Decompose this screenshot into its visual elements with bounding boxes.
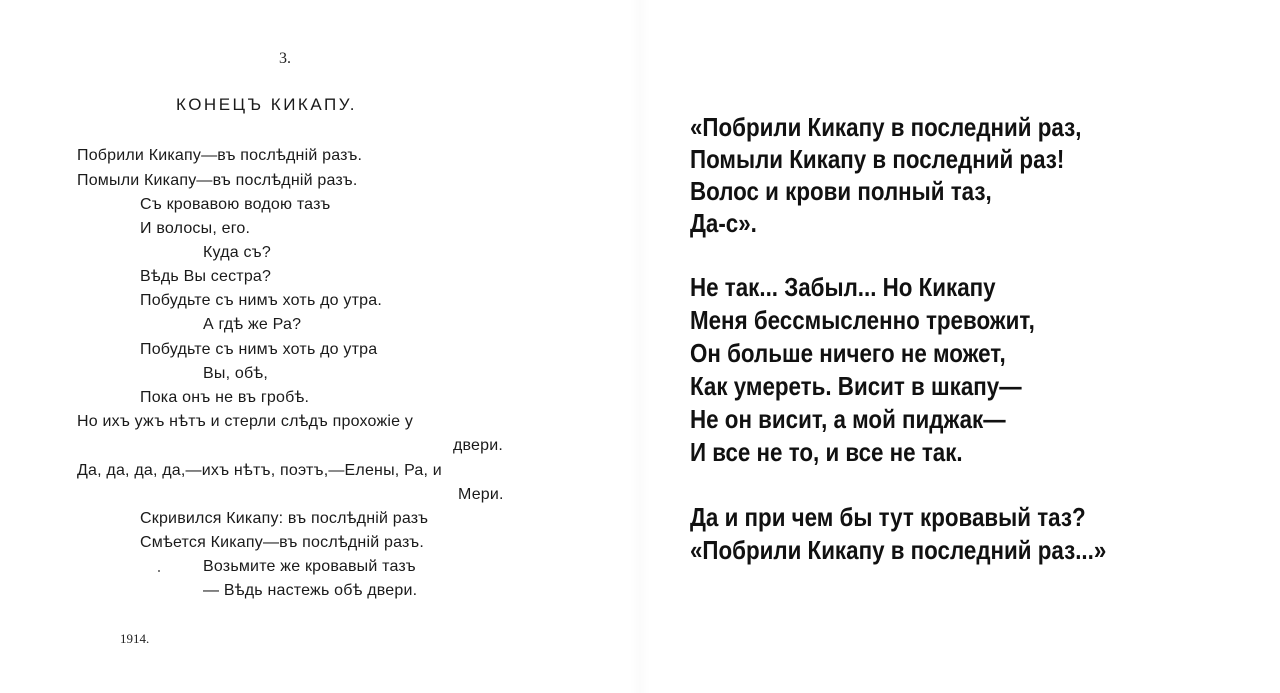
- poem-line-continuation: двери.: [453, 437, 504, 454]
- poem-line: И волосы, его.: [140, 220, 251, 237]
- stanza-1-line: «Побрили Кикапу в последний раз,: [690, 112, 1082, 142]
- poem-line: А гдѣ же Ра?: [203, 316, 302, 333]
- poem-line: Да, да, да, да,—ихъ нѣтъ, поэтъ,—Елены, Ра, и: [77, 462, 442, 479]
- stanza-1-line: Помыли Кикапу в последний раз!: [690, 144, 1065, 174]
- poem-line: Побрили Кикапу—въ послѣдній разъ.: [77, 147, 363, 164]
- right-page: [640, 0, 1280, 693]
- poem-line: Вѣдь Вы сестра?: [140, 268, 272, 285]
- poem-line: Вы, обѣ,: [203, 365, 268, 382]
- poem-line: Куда съ?: [203, 244, 271, 261]
- poem-line-continuation: Мери.: [458, 486, 504, 503]
- poem-date: 1914.: [120, 631, 150, 646]
- page-number: 3.: [279, 50, 291, 67]
- stanza-2-line: И все не то, и все не так.: [690, 437, 963, 467]
- poem-line: — Вѣдь настежь обѣ двери.: [203, 582, 418, 599]
- stanza-3-line: «Побрили Кикапу в последний раз...»: [690, 535, 1107, 565]
- stanza-1-line: Да-с».: [690, 208, 757, 238]
- stanza-2-line: Как умереть. Висит в шкапу—: [690, 371, 1022, 401]
- stanza-2-line: Не он висит, а мой пиджак—: [690, 404, 1006, 434]
- poem-line: Но ихъ ужъ нѣтъ и стерли слѣдъ прохожіе у: [77, 413, 414, 430]
- stanza-3-line: Да и при чем бы тут кровавый таз?: [690, 502, 1086, 532]
- print-speck: [158, 570, 160, 572]
- poem-line: Возьмите же кровавый тазъ: [203, 558, 416, 575]
- stanza-1-line: Волос и крови полный таз,: [690, 176, 992, 206]
- poem-line: Помыли Кикапу—въ послѣдній разъ.: [77, 172, 358, 189]
- poem-line: Побудьте съ нимъ хоть до утра.: [140, 292, 382, 309]
- poem-line: Пока онъ не въ гробѣ.: [140, 389, 310, 406]
- poem-title: КОНЕЦЪ КИКАПУ.: [176, 95, 357, 114]
- stanza-2-line: Не так... Забыл... Но Кикапу: [690, 272, 996, 302]
- poem-line: Скривился Кикапу: въ послѣдній разъ: [140, 510, 429, 527]
- stanza-2-line: Меня бессмысленно тревожит,: [690, 305, 1035, 335]
- stanza-2-line: Он больше ничего не может,: [690, 338, 1006, 368]
- poem-line: Смѣется Кикапу—въ послѣдній разъ.: [140, 534, 425, 551]
- poem-line: Побудьте съ нимъ хоть до утра: [140, 341, 378, 358]
- poem-line: Съ кровавою водою тазъ: [140, 196, 331, 213]
